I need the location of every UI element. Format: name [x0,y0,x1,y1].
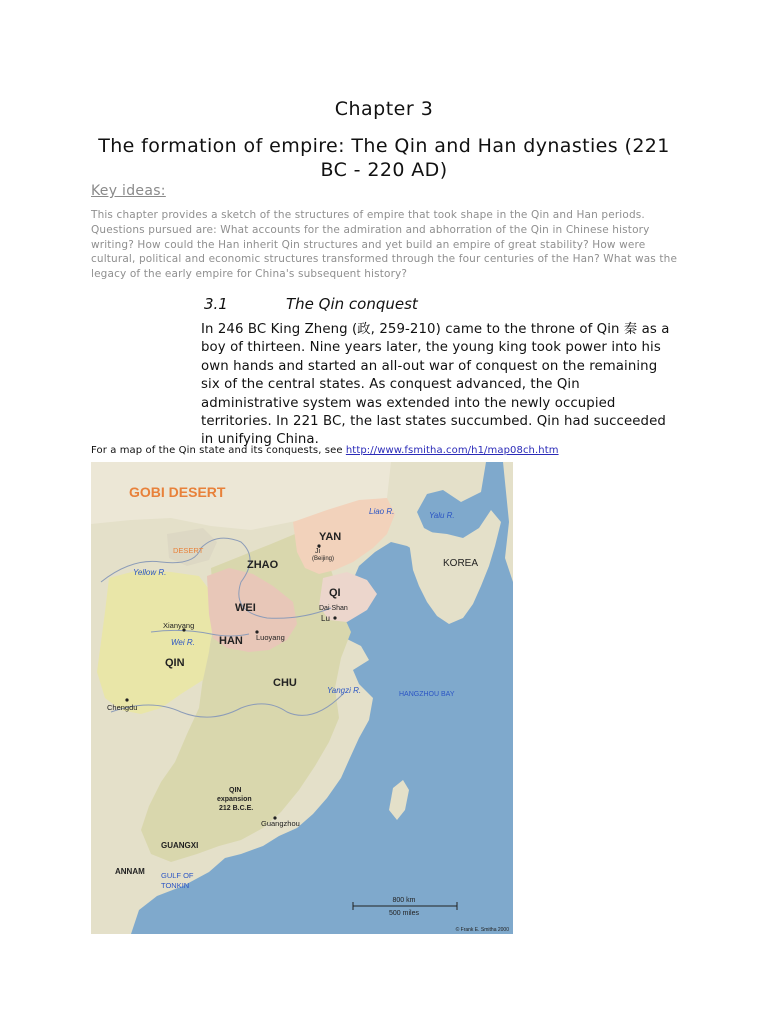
chapter-number: Chapter 3 [334,98,434,120]
map-label-wei: WEI [235,602,256,614]
map-label-xianyang: Xianyang [163,621,195,630]
map-label-scale-km: 800 km [392,897,416,904]
map-label-yalu-river: Yalu R. [429,511,455,520]
map-label-hangzhou-bay: HANGZHOU BAY [399,691,455,698]
key-ideas-text: This chapter provides a sketch of the structures of empire that took shape in the Qin and Han periods. Questions pursued are: What accounts for the admiration and abhorration of the Qin in Chinese history writing? How could the Han inherit Qin structures and yet build an empire of great stability? How were cultural, political and economic structures transformed through the four centuries of the Han? What was the legacy of the early empire for China's subsequent history? [91,209,678,281]
qin-conquest-map [91,462,513,934]
map-label-qi: QI [329,587,341,599]
map-label-ji: Ji [315,548,321,555]
map-svg [91,462,513,934]
section-heading [204,295,418,313]
map-label-gulf-1: GULF OF [161,871,194,880]
map-label-dai-shan: Dai Shan [319,605,348,612]
chapter-title: The formation of empire: The Qin and Han dynasties (221 BC - 220 AD) [98,135,670,181]
map-label-yellow-river: Yellow R. [133,568,167,577]
map-label-desert: DESERT [173,546,204,555]
map-label-lu: Lu [321,614,330,623]
city-dot-chengdu [125,698,128,701]
city-dot-lu [333,616,336,619]
map-label-han: HAN [219,635,243,647]
map-label-yangzi-river: Yangzi R. [327,686,362,695]
map-label-zhao: ZHAO [247,559,279,571]
map-label-gobi: GOBI DESERT [129,484,226,500]
map-label-gulf-2: TONKIN [161,881,190,890]
map-label-yan: YAN [319,531,342,543]
map-label-wei-river: Wei R. [171,638,195,647]
map-label-luoyang: Luoyang [256,633,285,642]
map-label-guangxi: GUANGXI [161,841,199,850]
key-ideas-heading: Key ideas: [91,183,166,199]
section-body: In 246 BC King Zheng (政, 259-210) came to the throne of Qin 秦 as a boy of thirteen. Nine years later, the young king took power into his own hands and started an all-out war of conquest on the remaining six of the central states. As conquest advanced, the Qin administrative system was extended into the newly occupied territories. In 221 BC, the last states succumbed. Qin had succeeded in unifying China. [201,322,670,448]
map-label-qin: QIN [165,657,185,669]
map-label-liao-river: Liao R. [369,507,395,516]
map-label-qin-expansion-2: expansion [217,796,252,803]
map-note-text: For a map of the Qin state and its conquests, see [91,445,346,456]
map-label-qin-expansion-1: QIN [229,787,242,794]
map-copyright: © Frank E. Smitha 2000 [455,927,509,933]
map-label-annam: ANNAM [115,867,145,876]
map-label-qin-expansion-3: 212 B.C.E. [219,805,254,812]
map-label-scale-miles: 500 miles [389,910,419,917]
map-label-chengdu: Chengdu [107,703,138,712]
section-number: 3.1 [204,295,228,313]
map-note [91,445,559,456]
map-label-chu: CHU [273,677,297,689]
map-link[interactable]: http://www.fsmitha.com/h1/map08ch.htm [345,445,559,456]
map-label-korea: KOREA [443,558,479,569]
map-label-beijing: (Beijing) [312,556,335,562]
map-label-guangzhou: Guangzhou [261,819,300,828]
section-title: The Qin conquest [286,295,418,313]
